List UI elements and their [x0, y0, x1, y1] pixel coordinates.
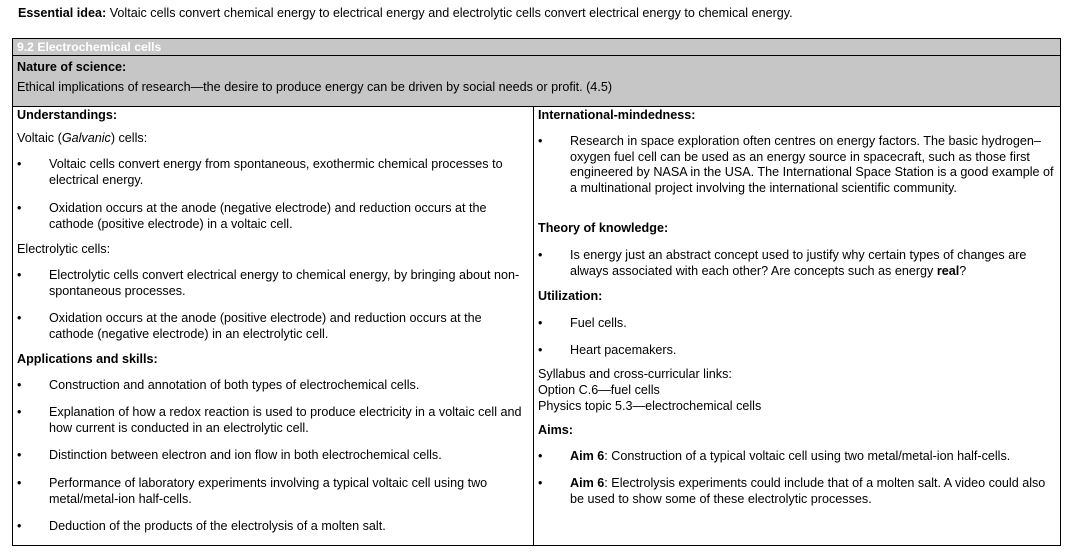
syllabus-link: Option C.6—fuel cells	[538, 383, 660, 397]
bullet-icon: •	[538, 343, 543, 357]
list-item	[17, 268, 527, 299]
bullet-icon: •	[538, 316, 543, 330]
list-item-text: Heart pacemakers.	[570, 343, 677, 357]
essential-idea-label: Essential idea:	[18, 6, 107, 20]
list-item-text: Performance of laboratory experiments involving a typical voltaic cell using two metal/metal-ion half-cells.	[49, 476, 488, 506]
syllabus-links-label: Syllabus and cross-curricular links:	[538, 367, 732, 381]
list-item	[17, 448, 527, 464]
essential-idea-text: Voltaic cells convert chemical energy to electrical energy and electrolytic cells convert electrical energy to chemical energy.	[109, 6, 793, 20]
aim-label: Aim 6	[570, 476, 605, 490]
tok-end: ?	[959, 263, 967, 278]
list-item-text: Construction and annotation of both types of electrochemical cells.	[49, 378, 420, 392]
table-header	[13, 39, 1061, 107]
syllabus-link: Physics topic 5.3—electrochemical cells	[538, 399, 762, 413]
list-item-text: Research in space exploration often centres on energy factors. The basic hydrogen–oxygen fuel cell can be used as an energy source in spacecraft, such as those first engineered by NASA in the USA. The International Space Station is a good example of a multinational project involving the international scientific community.	[570, 134, 1054, 195]
utilization-heading: Utilization:	[538, 289, 603, 303]
list-item-text: Electrolytic cells convert electrical energy to chemical energy, by bringing about non-spontaneous processes.	[49, 268, 520, 298]
list-item-text: Explanation of how a redox reaction is used to produce electricity in a voltaic cell and how current is conducted in an electrolytic cell.	[49, 405, 522, 435]
bullet-icon: •	[17, 268, 22, 282]
left-column	[13, 107, 534, 546]
list-item-text	[570, 248, 1054, 279]
essential-idea	[18, 6, 793, 20]
bullet-icon: •	[17, 201, 22, 215]
electrolytic-cells-label: Electrolytic cells:	[17, 242, 111, 256]
list-item-text: Fuel cells.	[570, 316, 627, 330]
bullet-icon: •	[17, 476, 22, 490]
list-item	[538, 449, 1054, 465]
tok-bold: real	[936, 263, 960, 278]
voltaic-cells-label	[17, 131, 147, 145]
voltaic-prefix: Voltaic (	[17, 131, 62, 145]
bullet-icon: •	[538, 476, 543, 490]
bullet-icon: •	[17, 157, 22, 171]
aim-label: Aim 6	[570, 449, 605, 463]
list-item	[17, 519, 527, 535]
list-item-text: Oxidation occurs at the anode (positive electrode) and reduction occurs at the cathode (negative electrode) in an electrolytic cell.	[49, 311, 482, 341]
understandings-heading: Understandings:	[17, 108, 118, 122]
tok-text: Is energy just an abstract concept used to justify why certain types of changes are always associated with each other? Are concepts such as energy	[570, 248, 1027, 278]
list-item-text: Oxidation occurs at the anode (negative electrode) and reduction occurs at the cathode (positive electrode) in a voltaic cell.	[49, 201, 487, 231]
list-item	[17, 378, 527, 394]
nature-of-science-label: Nature of science:	[17, 60, 127, 74]
applications-heading: Applications and skills:	[17, 352, 158, 366]
bullet-icon: •	[538, 134, 543, 148]
aim-text: : Electrolysis experiments could include that of a molten salt. A video could also be used to show some of these electrolytic processes.	[570, 476, 1046, 506]
list-item-text	[570, 449, 1054, 465]
bullet-icon: •	[538, 449, 543, 463]
international-mindedness-heading: International-mindedness:	[538, 108, 696, 122]
list-item-text: Voltaic cells convert energy from spontaneous, exothermic chemical processes to electrical energy.	[49, 157, 503, 187]
bullet-icon: •	[17, 405, 22, 419]
list-item	[17, 311, 527, 342]
list-item	[538, 343, 1054, 359]
aims-heading: Aims:	[538, 423, 573, 437]
list-item	[17, 157, 527, 188]
voltaic-suffix: ) cells:	[110, 131, 148, 145]
voltaic-italic: Galvanic	[61, 131, 111, 145]
section-title: 9.2 Electrochemical cells	[13, 39, 1060, 56]
list-item	[538, 476, 1054, 507]
list-item	[17, 476, 527, 507]
list-item	[538, 248, 1054, 279]
bullet-icon: •	[17, 448, 22, 462]
right-column	[534, 107, 1061, 546]
bullet-icon: •	[17, 378, 22, 392]
list-item-text: Distinction between electron and ion flow in both electrochemical cells.	[49, 448, 442, 462]
list-item	[538, 316, 1054, 332]
list-item-text: Deduction of the products of the electrolysis of a molten salt.	[49, 519, 386, 533]
list-item	[17, 201, 527, 232]
bullet-icon: •	[17, 519, 22, 533]
list-item-text	[570, 476, 1054, 507]
list-item	[538, 134, 1054, 196]
aim-text: : Construction of a typical voltaic cell using two metal/metal-ion half-cells.	[604, 449, 1011, 463]
bullet-icon: •	[538, 248, 543, 262]
list-item	[17, 405, 527, 436]
guide-table	[12, 38, 1061, 546]
nature-of-science-text: Ethical implications of research—the desire to produce energy can be driven by social needs or profit. (4.5)	[17, 80, 613, 94]
bullet-icon: •	[17, 311, 22, 325]
theory-of-knowledge-heading: Theory of knowledge:	[538, 221, 669, 235]
